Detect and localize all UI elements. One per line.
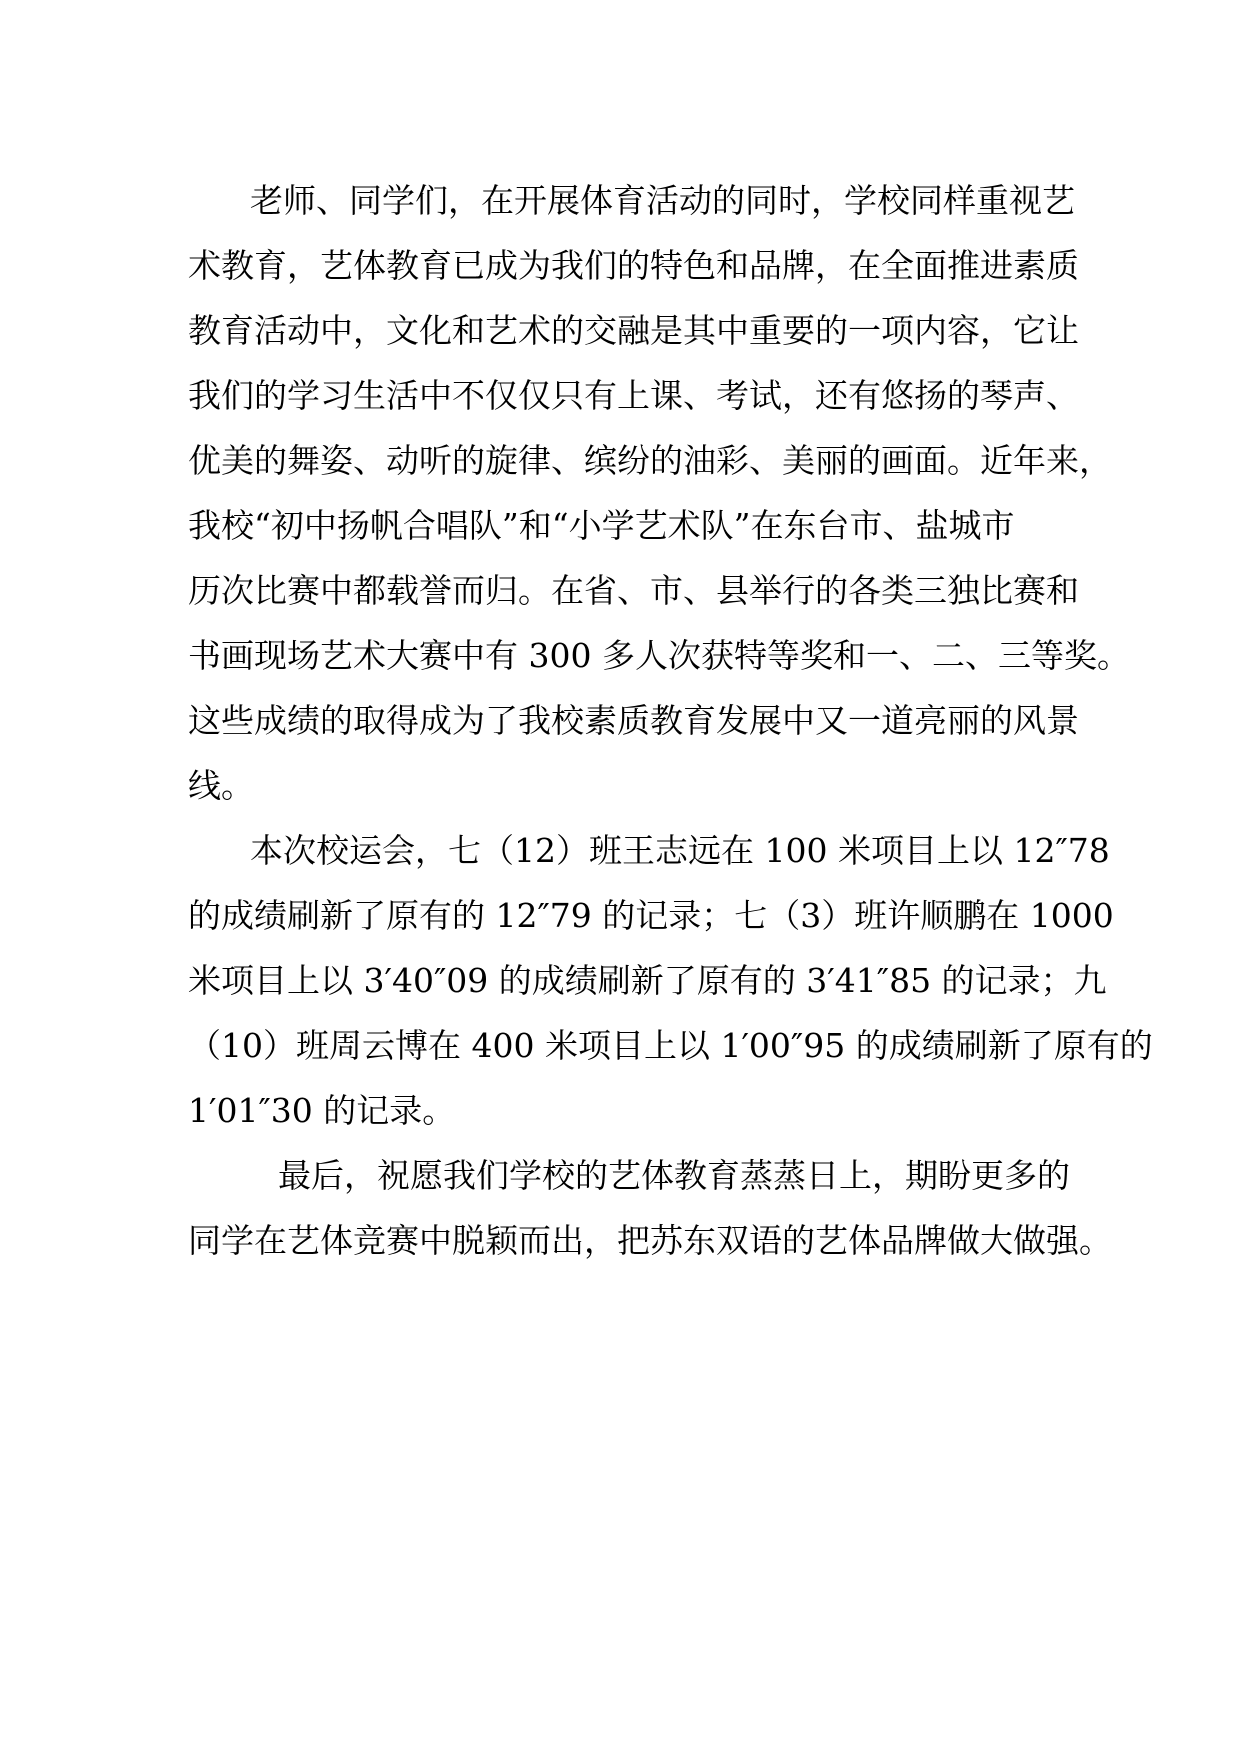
paragraph-line: 本次校运会，七（12）班王志远在 100 米项目上以 12″78 bbox=[250, 831, 1110, 870]
paragraph-line: 同学在艺体竞赛中脱颖而出，把苏东双语的艺体品牌做大做强。 bbox=[188, 1221, 1112, 1260]
paragraph-line: 书画现场艺术大赛中有 300 多人次获特等奖和一、二、三等奖。 bbox=[188, 636, 1130, 675]
paragraph-line: 线。 bbox=[188, 766, 254, 805]
paragraph-line: 历次比赛中都载誉而归。在省、市、县举行的各类三独比赛和 bbox=[188, 571, 1079, 610]
paragraph-line: 教育活动中，文化和艺术的交融是其中重要的一项内容，它让 bbox=[188, 311, 1079, 350]
paragraph-line: 1′01″30 的记录。 bbox=[188, 1091, 456, 1130]
paragraph-line: 术教育，艺体教育已成为我们的特色和品牌，在全面推进素质 bbox=[188, 246, 1079, 285]
paragraph-line: 的成绩刷新了原有的 12″79 的记录；七（3）班许顺鹏在 1000 bbox=[188, 896, 1114, 935]
paragraph-line: 最后，祝愿我们学校的艺体教育蒸蒸日上，期盼更多的 bbox=[278, 1156, 1070, 1195]
paragraph-line: 老师、同学们，在开展体育活动的同时，学校同样重视艺 bbox=[250, 181, 1075, 220]
paragraph-line: 我校“初中扬帆合唱队”和“小学艺术队”在东台市、盐城市 bbox=[188, 506, 1015, 545]
paragraph-line: 优美的舞姿、动听的旋律、缤纷的油彩、美丽的画面。近年来， bbox=[188, 441, 1112, 480]
paragraph-line: （10）班周云博在 400 米项目上以 1′00″95 的成绩刷新了原有的 bbox=[188, 1026, 1153, 1065]
paragraph-closing-wishes bbox=[188, 1143, 1112, 1273]
paragraph-sports-records bbox=[188, 818, 1153, 1143]
paragraph-line: 米项目上以 3′40″09 的成绩刷新了原有的 3′41″85 的记录；九 bbox=[188, 961, 1107, 1000]
speech-text bbox=[188, 168, 1153, 1273]
paragraph-line: 我们的学习生活中不仅仅只有上课、考试，还有悠扬的琴声、 bbox=[188, 376, 1079, 415]
paragraph-line: 这些成绩的取得成为了我校素质教育发展中又一道亮丽的风景 bbox=[188, 701, 1079, 740]
paragraph-arts-education bbox=[188, 168, 1130, 818]
